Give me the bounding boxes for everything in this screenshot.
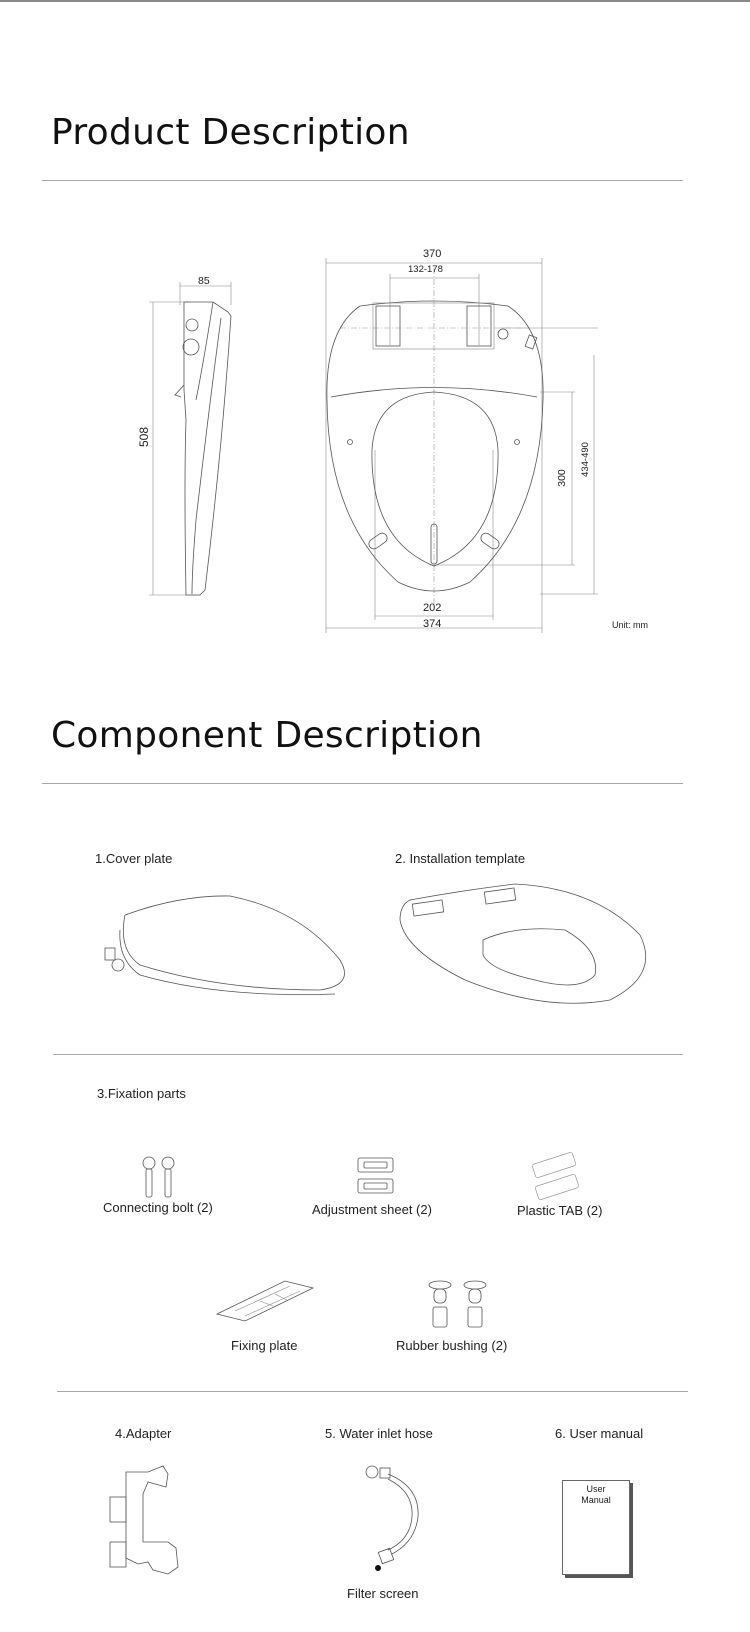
user-manual-illustration bbox=[562, 1480, 630, 1575]
components-divider-1 bbox=[53, 1054, 683, 1055]
rubber-bushing-label: Rubber bushing (2) bbox=[396, 1338, 508, 1353]
dim-bracket-span: 132-178 bbox=[408, 264, 443, 275]
dim-opening-width: 202 bbox=[423, 602, 442, 614]
fixing-plate-icon bbox=[215, 1276, 315, 1326]
manual-cover-line2: Manual bbox=[581, 1495, 611, 1505]
connecting-bolt-label: Connecting bolt (2) bbox=[103, 1200, 213, 1215]
manual-cover-line1: User bbox=[586, 1484, 606, 1494]
dim-top-width: 370 bbox=[423, 248, 442, 260]
fixing-plate-label: Fixing plate bbox=[231, 1338, 298, 1353]
dim-mount-depth: 434-490 bbox=[579, 442, 591, 477]
rubber-bushing-icon bbox=[425, 1280, 495, 1330]
adapter-label: 4.Adapter bbox=[115, 1426, 172, 1441]
cover-plate-label: 1.Cover plate bbox=[95, 851, 173, 866]
adapter-illustration bbox=[108, 1462, 188, 1577]
adjustment-sheet-icon bbox=[355, 1155, 400, 1200]
component-divider bbox=[42, 783, 683, 784]
top-view-drawing bbox=[0, 0, 750, 700]
connecting-bolt-icon bbox=[140, 1155, 185, 1200]
user-manual-label: 6. User manual bbox=[555, 1426, 644, 1441]
fixation-parts-label: 3.Fixation parts bbox=[97, 1086, 186, 1101]
unit-label: Unit: mm bbox=[612, 620, 648, 630]
component-description-heading: Component Description bbox=[51, 715, 483, 756]
filter-screen-label: Filter screen bbox=[347, 1586, 419, 1601]
dim-side-height: 508 bbox=[137, 426, 152, 448]
product-description-heading: Product Description bbox=[51, 112, 410, 153]
water-inlet-hose-illustration bbox=[360, 1462, 440, 1572]
dim-seat-depth: 300 bbox=[555, 469, 568, 487]
installation-template-illustration bbox=[395, 880, 655, 1010]
dim-side-width: 85 bbox=[198, 275, 210, 287]
components-divider-2 bbox=[57, 1391, 688, 1392]
plastic-tab-label: Plastic TAB (2) bbox=[517, 1203, 603, 1218]
dim-bottom-width: 374 bbox=[423, 618, 442, 630]
adjustment-sheet-label: Adjustment sheet (2) bbox=[312, 1202, 432, 1217]
plastic-tab-icon bbox=[530, 1148, 585, 1198]
cover-plate-illustration bbox=[100, 890, 360, 1010]
water-inlet-hose-label: 5. Water inlet hose bbox=[325, 1426, 433, 1441]
installation-template-label: 2. Installation template bbox=[395, 851, 526, 866]
